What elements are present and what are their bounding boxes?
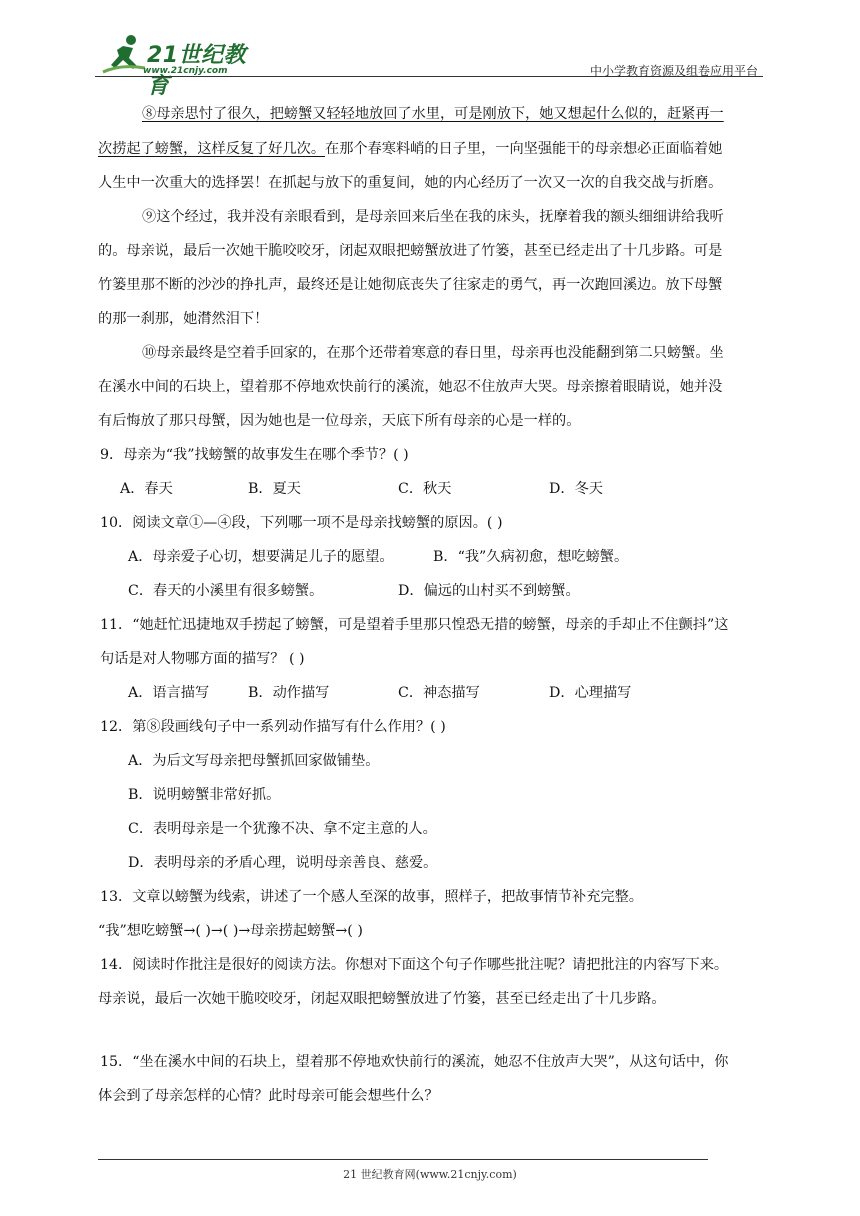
q13-plot-chain: “我”想吃螃蟹→( )→( )→母亲捞起螃蟹→( ) [98,923,363,939]
q10-option-c: C．春天的小溪里有很多螃蟹。 [128,583,324,599]
logo [95,30,265,99]
platform-name: 中小学教育资源及组卷应用平台 [589,64,758,78]
header-divider [95,76,763,77]
paragraph-9-line-3: 竹篓里那不断的沙沙的挣扎声，最终还是让她彻底丧失了往家走的勇气，再一次跑回溪边。放下母蟹 [98,277,723,293]
question-14-line-1: 14．阅读时作批注是很好的阅读方法。你想对下面这个句子作哪些批注呢？请把批注的内容写下来。 [100,957,729,973]
q11-option-a: A．语言描写 [128,685,210,701]
q12-option-a: A．为后文写母亲把母蟹抓回家做铺垫。 [128,753,380,769]
paragraph-10-line-1: ⑩母亲最终是空着手回家的，在那个还带着寒意的春日里，母亲再也没能翻到第二只螃蟹。坐 [142,345,724,361]
q11-option-d: D．心理描写 [549,685,632,701]
q12-option-b: B．说明螃蟹非常好抓。 [128,787,281,803]
q9-option-c: C．秋天 [398,481,452,497]
q9-option-b: B．夏天 [248,481,301,497]
paragraph-8-line-3: 人生中一次重大的选择罢！在抓起与放下的重复间，她的内心经历了一次又一次的自我交战与折磨。 [98,175,723,191]
q10-option-d: D．偏远的山村买不到螃蟹。 [398,583,580,599]
question-15-line-1: 15．“坐在溪水中间的石块上，望着那不停地欢快前行的溪流，她忍不住放声大哭”，从这句话中，你 [100,1054,729,1070]
question-12: 12．第⑧段画线句子中一系列动作描写有什么作用？( ) [100,719,446,735]
q9-option-d: D．冬天 [549,481,603,497]
q10-option-b: B．“我”久病初愈，想吃螃蟹。 [433,549,629,565]
question-13: 13．文章以螃蟹为线索，讲述了一个感人至深的故事，照样子，把故事情节补充完整。 [100,889,643,905]
question-14-line-2: 母亲说，最后一次她干脆咬咬牙，闭起双眼把螃蟹放进了竹篓，甚至已经走出了十几步路。 [98,991,666,1007]
question-10: 10．阅读文章①—④段，下列哪一项不是母亲找螃蟹的原因。( ) [100,515,503,531]
paragraph-9-line-1: ⑨这个经过，我并没有亲眼看到，是母亲回来后坐在我的床头，抚摩着我的额头细细讲给我听 [142,209,724,225]
page-footer: 21 世纪教育网(www.21cnjy.com) [343,1168,517,1181]
question-11-line-1: 11．“她赶忙迅捷地双手捞起了螃蟹，可是望着手里那只惶恐无措的螃蟹，母亲的手却止不住颤抖”这 [100,617,729,633]
paragraph-8-line-2: 次捞起了螃蟹，这样反复了好几次。在那个春寒料峭的日子里，一向坚强能干的母亲想必正面临着她 [98,141,723,157]
logo-text: 21世纪教育 [147,43,247,99]
question-11-line-2: 句话是对人物哪方面的描写？ ( ) [100,651,305,667]
q12-option-d: D．表明母亲的矛盾心理，说明母亲善良、慈爱。 [128,855,438,871]
paragraph-9-line-4: 的那一刹那，她潸然泪下！ [98,311,269,327]
q9-option-a: A．春天 [120,481,173,497]
paragraph-10-line-2: 在溪水中间的石块上，望着那不停地欢快前行的溪流，她忍不住放声大哭。母亲擦着眼睛说，她并没 [98,379,723,395]
footer-divider [98,1159,708,1160]
q11-option-c: C．神态描写 [398,685,480,701]
q11-option-b: B．动作描写 [248,685,330,701]
question-9: 9．母亲为“我”找螃蟹的故事发生在哪个季节？( ) [100,447,409,463]
page-header [95,30,760,99]
q12-option-c: C．表明母亲是一个犹豫不决、拿不定主意的人。 [128,821,437,837]
paragraph-10-line-3: 有后悔放了那只母蟹，因为她也是一位母亲，天底下所有母亲的心是一样的。 [98,413,581,429]
runner-logo-icon [101,34,147,74]
paragraph-9-line-2: 的。母亲说，最后一次她干脆咬咬牙，闭起双眼把螃蟹放进了竹篓，甚至已经走出了十几步路。可是 [98,243,723,259]
logo-url: www.21cnjy.com [143,66,228,76]
underlined-sentence: 次捞起了螃蟹，这样反复了好几次。 [98,141,326,157]
paragraph-8-line-1: ⑧母亲思忖了很久，把螃蟹又轻轻地放回了水里，可是刚放下，她又想起什么似的，赶紧再一 [142,106,724,122]
question-15-line-2: 体会到了母亲怎样的心情？此时母亲可能会想些什么？ [98,1088,439,1104]
q10-option-a: A．母亲爱子心切，想要满足儿子的愿望。 [128,549,394,565]
